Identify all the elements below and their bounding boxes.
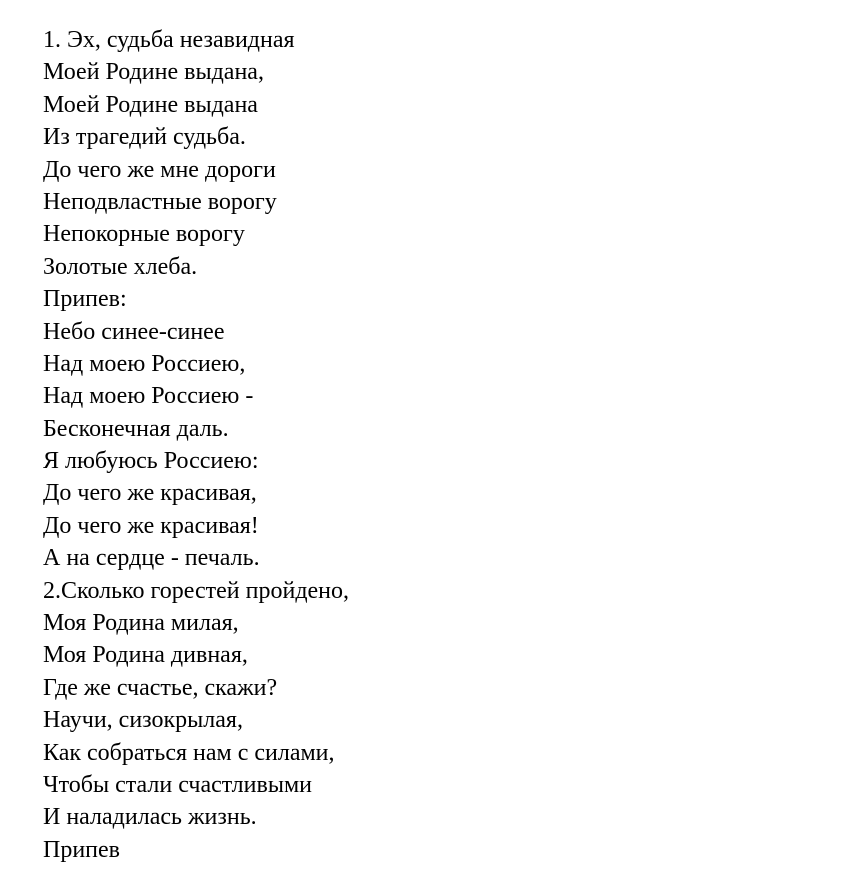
verse-2-line-3: Моя Родина дивная, [43, 642, 248, 669]
chorus-line-3: Над моею Россиею - [43, 383, 254, 410]
verse-1-line-2: Моей Родине выдана, [43, 59, 264, 86]
chorus-line-8: А на сердце - печаль. [43, 545, 260, 572]
verse-1-line-8: Золотые хлеба. [43, 253, 198, 280]
chorus-line-6: До чего же красивая, [43, 480, 257, 507]
verse-2-line-5: Научи, сизокрылая, [43, 707, 243, 734]
verse-2-line-2: Моя Родина милая, [43, 610, 239, 637]
chorus-line-4: Бесконечная даль. [43, 415, 229, 442]
verse-1-line-7: Непокорные ворогу [43, 221, 245, 248]
verse-2-line-7: Чтобы стали счастливыми [43, 771, 312, 798]
verse-1-line-3: Моей Родине выдана [43, 91, 258, 118]
verse-1-line-5: До чего же мне дороги [43, 156, 276, 183]
verse-2-line-4: Где же счастье, скажи? [43, 674, 278, 701]
verse-2-line-8: И наладилась жизнь. [43, 804, 257, 831]
chorus-line-2: Над моею Россиею, [43, 350, 246, 377]
chorus-heading: Припев: [43, 286, 127, 313]
song-lyrics-document [43, 24, 349, 866]
chorus-line-7: До чего же красивая! [43, 512, 259, 539]
verse-1-line-6: Неподвластные ворогу [43, 188, 277, 215]
chorus-line-1: Небо синее-синее [43, 318, 225, 345]
chorus-line-5: Я любуюсь Россиею: [43, 448, 259, 475]
verse-2-line-1: 2.Сколько горестей пройдено, [43, 577, 350, 604]
verse-1-line-4: Из трагедий судьба. [43, 124, 246, 151]
chorus-reference: Припев [43, 836, 121, 863]
verse-1-line-1: 1. Эх, судьба незавидная [43, 27, 295, 53]
verse-2-line-6: Как собраться нам с силами, [43, 739, 335, 766]
